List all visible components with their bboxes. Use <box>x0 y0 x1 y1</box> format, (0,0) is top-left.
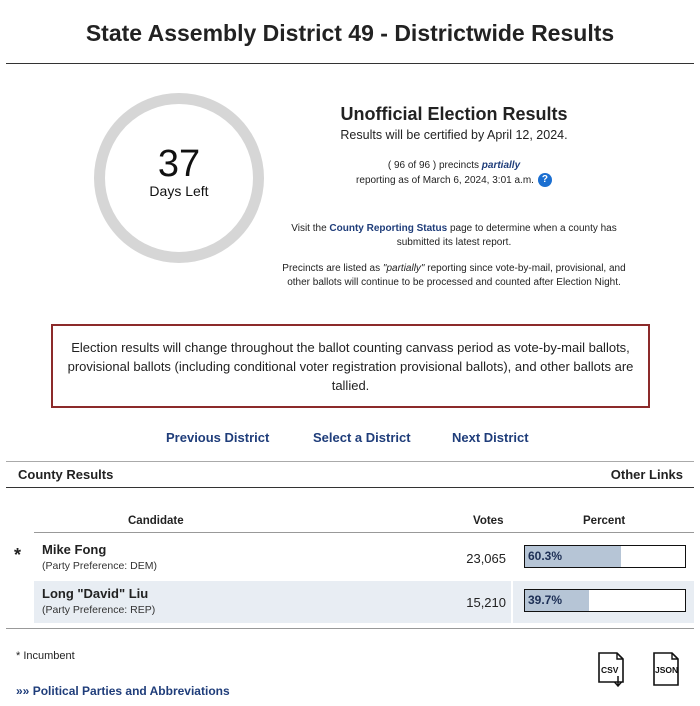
json-label: JSON <box>655 665 679 675</box>
table-row <box>0 537 700 579</box>
precincts-partially: partially <box>481 160 521 171</box>
percent-bar <box>524 545 686 568</box>
results-change-notice: Election results will change throughout the ballot counting canvass period as vote-by-mail ballots, provisional ballots (including conditional voter registration provisional ballots), and other ballots are tallied. <box>51 324 650 408</box>
incumbent-marker: * <box>14 545 22 565</box>
section-divider-bottom <box>6 487 694 488</box>
candidate-votes: 23,065 <box>466 551 506 566</box>
header-divider <box>34 532 694 533</box>
page-title: State Assembly District 49 - Districtwide Results <box>85 20 615 46</box>
county-results-tab[interactable]: County Results <box>18 467 114 482</box>
section-divider-top <box>6 461 694 462</box>
percent-label: 60.3% <box>528 549 563 563</box>
note-partially: "partially" <box>382 263 425 274</box>
days-left-label: Days Left <box>149 183 209 199</box>
note-prefix: Precincts are listed as <box>282 263 381 274</box>
visit-prefix: Visit the <box>291 223 327 234</box>
other-links-tab[interactable]: Other Links <box>610 467 683 482</box>
county-status-note <box>280 222 628 250</box>
days-left-number: 37 <box>157 143 201 185</box>
candidate-party: (Party Preference: DEM) <box>42 560 157 572</box>
table-row <box>0 581 700 623</box>
candidate-name: Long "David" Liu <box>42 586 149 601</box>
percent-bar <box>524 589 686 612</box>
csv-label: CSV <box>601 665 619 675</box>
political-parties-link[interactable] <box>16 684 230 698</box>
previous-district-link[interactable]: Previous District <box>166 430 270 445</box>
select-district-link[interactable]: Select a District <box>313 430 411 445</box>
incumbent-footnote: * Incumbent <box>16 650 75 662</box>
candidate-votes: 15,210 <box>466 595 506 610</box>
percent-label: 39.7% <box>528 593 563 607</box>
political-parties-label: Political Parties and Abbreviations <box>32 684 230 698</box>
county-reporting-status-link[interactable]: County Reporting Status <box>329 223 448 234</box>
help-question-icon[interactable]: ? <box>538 173 552 187</box>
candidate-name: Mike Fong <box>42 542 107 557</box>
percent-column-header: Percent <box>583 515 626 527</box>
certification-date: Results will be certified by April 12, 2024. <box>340 128 568 142</box>
title-divider <box>6 63 694 64</box>
results-heading: Unofficial Election Results <box>340 104 568 124</box>
precincts-reporting <box>280 158 628 188</box>
note-suffix: reporting since vote-by-mail, provisional, and other ballots will continue to be processed and counted after Election Night. <box>287 263 626 288</box>
partially-reporting-note <box>280 262 628 289</box>
votes-column-header: Votes <box>473 515 504 527</box>
visit-suffix: page to determine when a county has submitted its latest report. <box>396 223 617 248</box>
candidate-column-header: Candidate <box>128 515 184 527</box>
double-chevron-icon: »» <box>16 684 30 698</box>
next-district-link[interactable]: Next District <box>452 430 529 445</box>
candidate-party: (Party Preference: REP) <box>42 604 156 616</box>
table-divider <box>6 628 694 629</box>
reporting-timestamp: reporting as of March 6, 2024, 3:01 a.m. <box>356 175 534 186</box>
precincts-count: ( 96 of 96 ) precincts <box>387 160 479 171</box>
